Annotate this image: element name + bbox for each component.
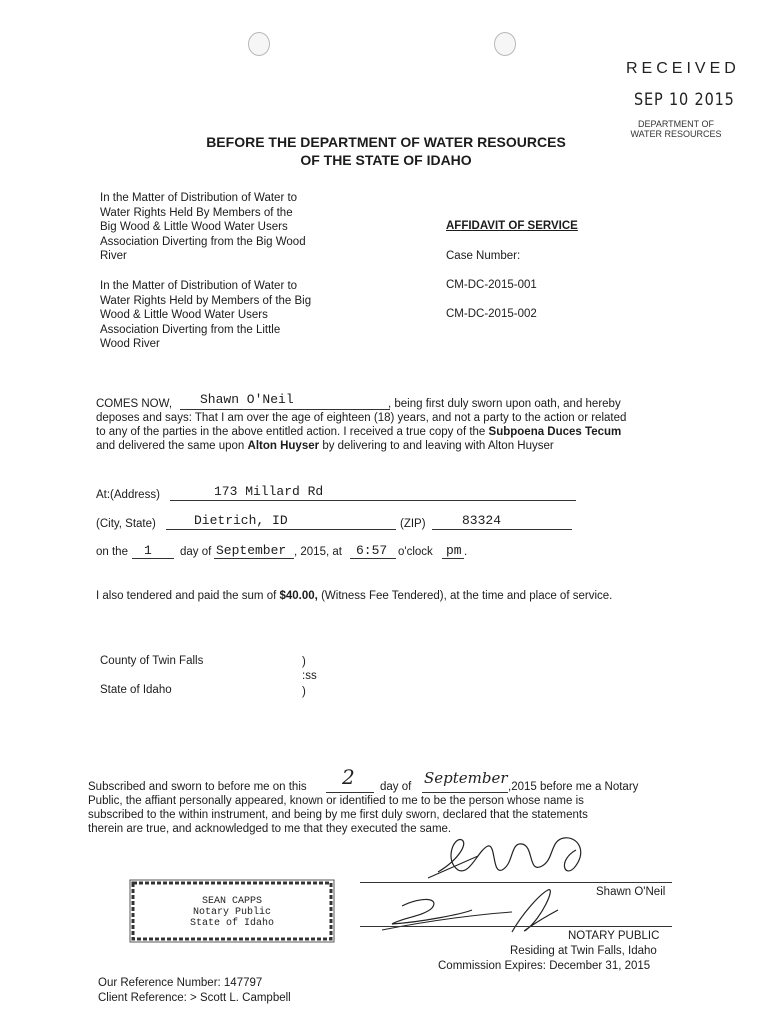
case-number-1: CM-DC-2015-001: [446, 279, 537, 291]
zip-value: 83324: [462, 513, 502, 528]
city-value: Dietrich, ID: [194, 513, 288, 528]
affiant-name: Shawn O'Neil: [200, 392, 294, 407]
notary-signature-line: [360, 926, 672, 927]
service-day-line: [132, 558, 174, 559]
venue-ss: :ss: [302, 670, 317, 682]
received-stamp-word: RECEIVED: [626, 60, 740, 77]
notary-stamp-line2: Notary Public: [192, 907, 271, 918]
service-ampm: pm: [446, 543, 462, 558]
oclock-label: o'clock: [398, 546, 433, 558]
city-label: (City, State): [96, 518, 156, 530]
venue-state: State of Idaho: [100, 684, 172, 696]
comes-now-line4-b: by delivering to and leaving with Alton Huyser: [322, 440, 554, 452]
notary-title: NOTARY PUBLIC: [568, 930, 660, 942]
service-period: .: [464, 546, 468, 558]
comes-now-line3: [96, 425, 656, 439]
notary-signature: [362, 884, 592, 940]
caption-matter-2: [100, 279, 340, 352]
jurat-line4: therein are true, and acknowledged to me that they executed the same.: [88, 823, 452, 835]
caption-matter-2-line: Wood & Little Wood Water Users: [100, 309, 268, 321]
city-line: [166, 529, 396, 530]
venue-paren-1: ): [302, 656, 306, 668]
notary-stamp-line3: State of Idaho: [189, 918, 274, 929]
received-stamp-department-line2: WATER RESOURCES: [630, 129, 722, 139]
fee-tail: (Witness Fee Tendered), at the time and place of service.: [321, 590, 613, 602]
jurat-paragraph: [88, 765, 668, 836]
jurat-tail: ,2015 before me a Notary: [508, 781, 639, 793]
affiant-signature: [418, 830, 608, 886]
document-heading: [136, 133, 636, 169]
affiant-printed-name: Shawn O'Neil: [596, 886, 666, 898]
caption-matter-1-line: In the Matter of Distribution of Water to: [100, 192, 298, 204]
notary-stamp: [128, 878, 336, 944]
caption-matter-2-line: Wood River: [100, 338, 160, 350]
venue-county: County of Twin Falls: [100, 655, 204, 667]
year-at-label: , 2015, at: [294, 546, 342, 558]
received-stamp-date: SEP 10 2015: [634, 90, 735, 110]
client-reference: Client Reference: > Scott L. Campbell: [98, 992, 291, 1004]
notary-commission: Commission Expires: December 31, 2015: [438, 960, 651, 972]
caption-matter-1: [100, 191, 340, 264]
notary-residing: Residing at Twin Falls, Idaho: [510, 945, 657, 957]
our-reference-number: Our Reference Number: 147797: [98, 977, 263, 989]
heading-line1: BEFORE THE DEPARTMENT OF WATER RESOURCES: [206, 134, 566, 150]
recipient-name: Alton Huyser: [247, 440, 320, 452]
service-month-line: [214, 558, 294, 559]
jurat-line2: Public, the affiant personally appeared, known or identified to me to be the person whose name is: [88, 795, 584, 807]
comes-now-line3-text: to any of the parties in the above entitled action. I received a true copy of the: [96, 426, 486, 438]
caption-matter-2-line: Water Rights Held by Members of the Big: [100, 294, 312, 307]
affiant-signature-line: [360, 882, 672, 883]
zip-line: [432, 529, 572, 530]
hole-punch-left: [248, 32, 270, 56]
jurat-lead: Subscribed and sworn to before me on this: [88, 781, 307, 793]
address-label: At:(Address): [96, 489, 160, 501]
service-month: September: [216, 543, 287, 558]
caption-matter-1-line: Big Wood & Little Wood Water Users: [100, 221, 288, 233]
jurat-month-line: [422, 792, 508, 793]
jurat-day: 2: [342, 765, 355, 789]
service-day: 1: [144, 543, 152, 558]
affidavit-title: AFFIDAVIT OF SERVICE: [446, 220, 578, 232]
on-the-label: on the: [96, 546, 128, 558]
notary-stamp-name: SEAN CAPPS: [201, 896, 262, 907]
caption-matter-2-line: Association Diverting from the Little: [100, 323, 281, 336]
caption-matter-1-line: Water Rights Held By Members of the: [100, 206, 293, 219]
caption-matter-1-line: Association Diverting from the Big Wood: [100, 235, 306, 248]
service-date-line: [96, 543, 556, 562]
address-value: 173 Millard Rd: [214, 484, 324, 499]
comes-now-after-name: , being first duly sworn upon oath, and hereby: [388, 398, 621, 410]
caption-matter-1-line: River: [100, 250, 127, 262]
received-stamp-department-line1: DEPARTMENT OF: [637, 119, 714, 129]
address-line: [170, 500, 576, 501]
jurat-day-of: day of: [380, 781, 412, 793]
venue-paren-2: ): [302, 686, 306, 698]
jurat-day-line: [326, 792, 374, 793]
zip-label: (ZIP): [400, 518, 426, 530]
caption-matter-2-line: In the Matter of Distribution of Water to: [100, 280, 298, 292]
comes-now-line2: deposes and says: That I am over the age of eighteen (18) years, and not a party to the action or related: [96, 412, 627, 424]
heading-line2: OF THE STATE OF IDAHO: [300, 152, 472, 168]
case-number-2: CM-DC-2015-002: [446, 308, 537, 320]
hole-punch-right: [494, 32, 516, 56]
service-time-line: [350, 558, 396, 559]
comes-now-lead: COMES NOW,: [96, 398, 173, 410]
subpoena-document: Subpoena Duces Tecum: [488, 426, 622, 438]
service-time: 6:57: [356, 543, 388, 558]
comes-now-line4: [96, 439, 656, 453]
fee-amount: $40.00,: [279, 590, 318, 602]
fee-sentence: [96, 590, 612, 602]
comes-now-paragraph: [96, 392, 656, 453]
affiant-name-line: [180, 409, 390, 410]
day-of-label: day of: [180, 546, 212, 558]
jurat-month: September: [424, 769, 508, 787]
service-ampm-line: [442, 558, 464, 559]
comes-now-line4-a: and delivered the same upon: [96, 440, 245, 452]
case-number-label: Case Number:: [446, 250, 521, 262]
jurat-line3: subscribed to the within instrument, and being by me first duly sworn, declared that the statements: [88, 809, 588, 821]
fee-lead: I also tendered and paid the sum of: [96, 590, 277, 602]
